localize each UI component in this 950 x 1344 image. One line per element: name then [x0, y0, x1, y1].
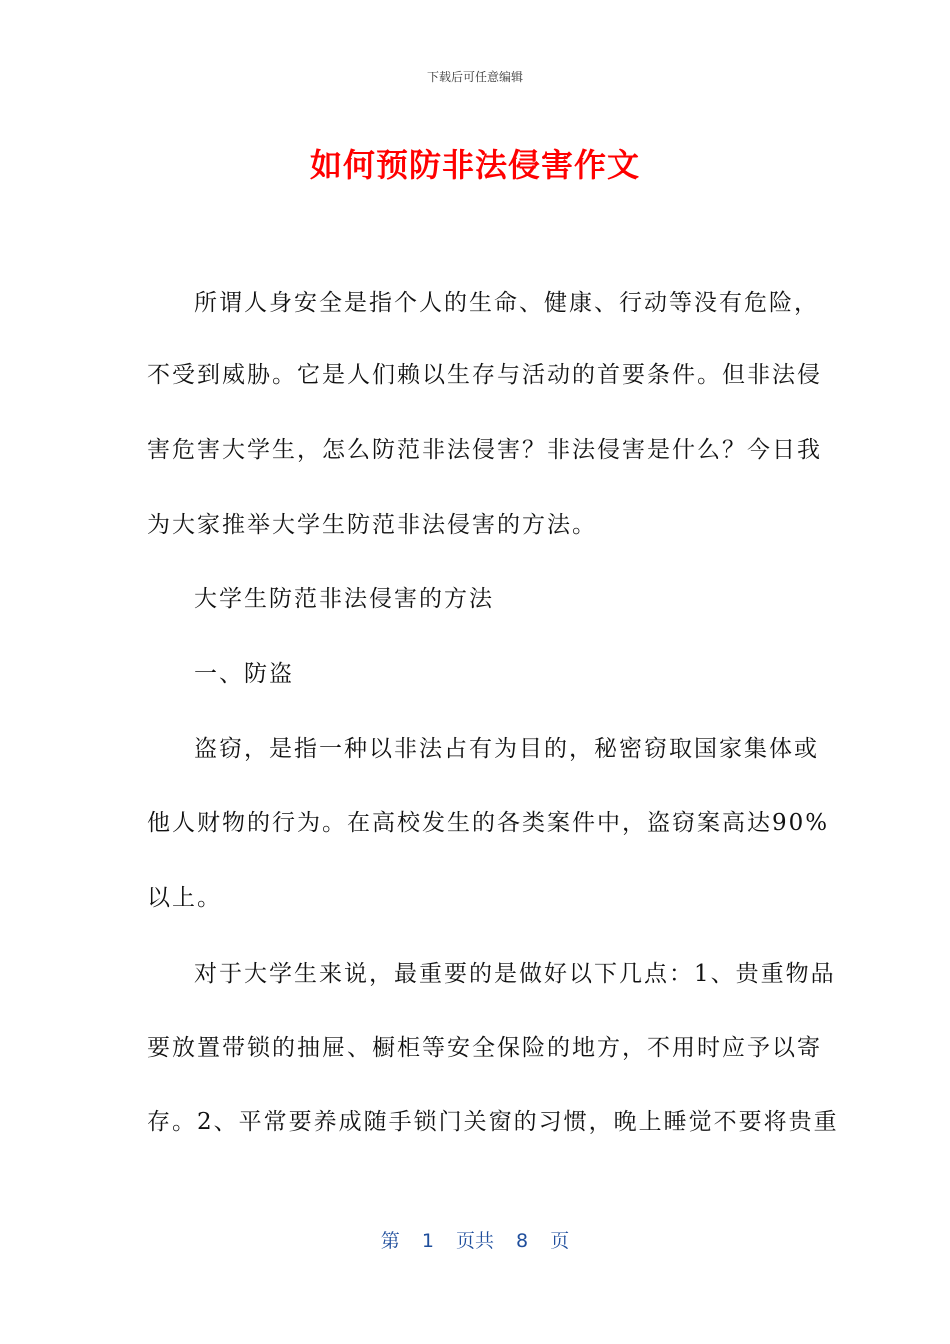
paragraph-line: 害危害大学生，怎么防范非法侵害？非法侵害是什么？今日我 [147, 437, 822, 463]
footer-middle: 页共 [455, 1230, 494, 1252]
footer-current-page: 1 [421, 1230, 434, 1252]
page-footer [0, 1226, 950, 1253]
paragraph-line: 不受到威胁。它是人们赖以生存与活动的首要条件。但非法侵 [147, 362, 822, 388]
paragraph-line: 要放置带锁的抽屉、橱柜等安全保险的地方，不用时应予以寄 [147, 1035, 822, 1061]
paragraph-line: 对于大学生来说，最重要的是做好以下几点：1、贵重物品 [194, 961, 836, 987]
paragraph-line: 所谓人身安全是指个人的生命、健康、行动等没有危险， [194, 290, 819, 316]
paragraph-line: 以上。 [147, 885, 222, 911]
header-note: 下载后可任意编辑 [426, 70, 523, 84]
section-heading: 大学生防范非法侵害的方法 [194, 586, 494, 612]
paragraph-line: 他人财物的行为。在高校发生的各类案件中，盗窃案高达90% [147, 810, 830, 836]
document-title: 如何预防非法侵害作文 [309, 146, 640, 184]
subsection-heading: 一、防盗 [194, 661, 294, 687]
paragraph-line: 为大家推举大学生防范非法侵害的方法。 [147, 512, 597, 538]
paragraph-line: 盗窃，是指一种以非法占有为目的，秘密窃取国家集体或 [194, 736, 819, 762]
paragraph-line: 存。2、平常要养成随手锁门关窗的习惯，晚上睡觉不要将贵重 [147, 1109, 839, 1135]
footer-prefix: 第 [380, 1230, 400, 1252]
footer-total-pages: 8 [516, 1230, 529, 1252]
footer-suffix: 页 [550, 1230, 570, 1252]
